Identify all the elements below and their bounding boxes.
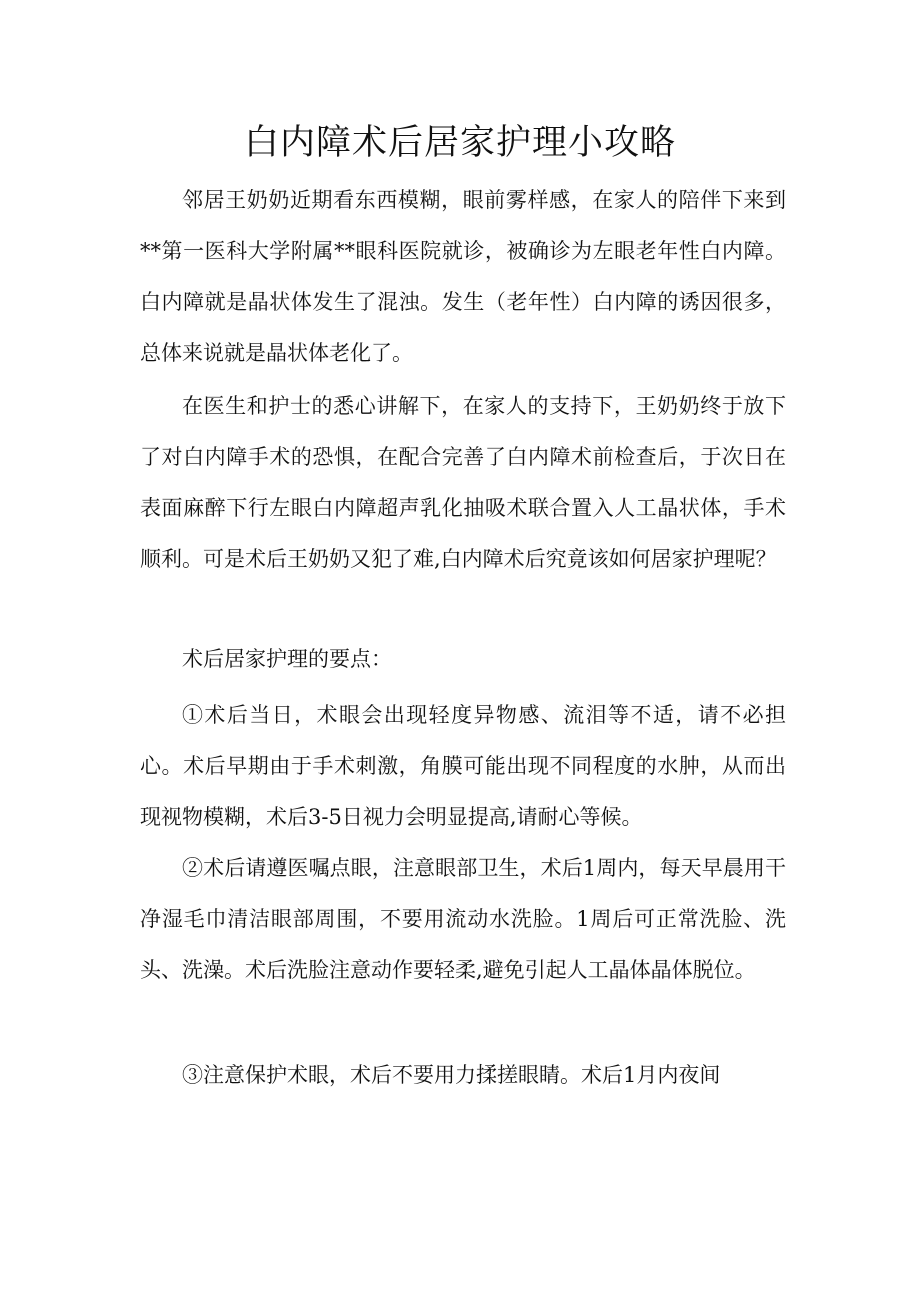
paragraph-point-2: ②术后请遵医嘱点眼，注意眼部卫生，术后1周内，每天早晨用干净湿毛巾清洁眼部周围，不要用流动水洗脸。1周后可正常洗脸、洗头、洗澡。术后洗脸注意动作要轻柔,避免引起人工晶体晶体脱位。 <box>140 856 786 982</box>
paragraph-point-1: ①术后当日，术眼会出现轻度异物感、流泪等不适，请不必担心。术后早期由于手术刺激，角膜可能出现不同程度的水肿，从而出现视物模糊，术后3-5日视力会明显提高,请耐心等候。 <box>140 703 786 829</box>
paragraph-key-points-heading: 术后居家护理的要点： <box>182 647 392 671</box>
paragraph-intro: 邻居王奶奶近期看东西模糊，眼前雾样感，在家人的陪伴下来到**第一医科大学附属**眼科医院就诊，被确诊为左眼老年性白内障。白内障就是晶状体发生了混浊。发生（老年性）白内障的诱因很多，总体来说就是晶状体老化了。 <box>140 188 786 365</box>
document-title: 白内障术后居家护理小攻略 <box>243 123 676 163</box>
paragraph-point-3: ③注意保护术眼，术后不要用力揉搓眼睛。术后1月内夜间 <box>182 1063 721 1087</box>
paragraph-surgery: 在医生和护士的悉心讲解下，在家人的支持下，王奶奶终于放下了对白内障手术的恐惧，在配合完善了白内障术前检查后，于次日在表面麻醉下行左眼白内障超声乳化抽吸术联合置入人工晶状体，手术顺利。可是术后王奶奶又犯了难,白内障术后究竟该如何居家护理呢？ <box>140 394 786 571</box>
